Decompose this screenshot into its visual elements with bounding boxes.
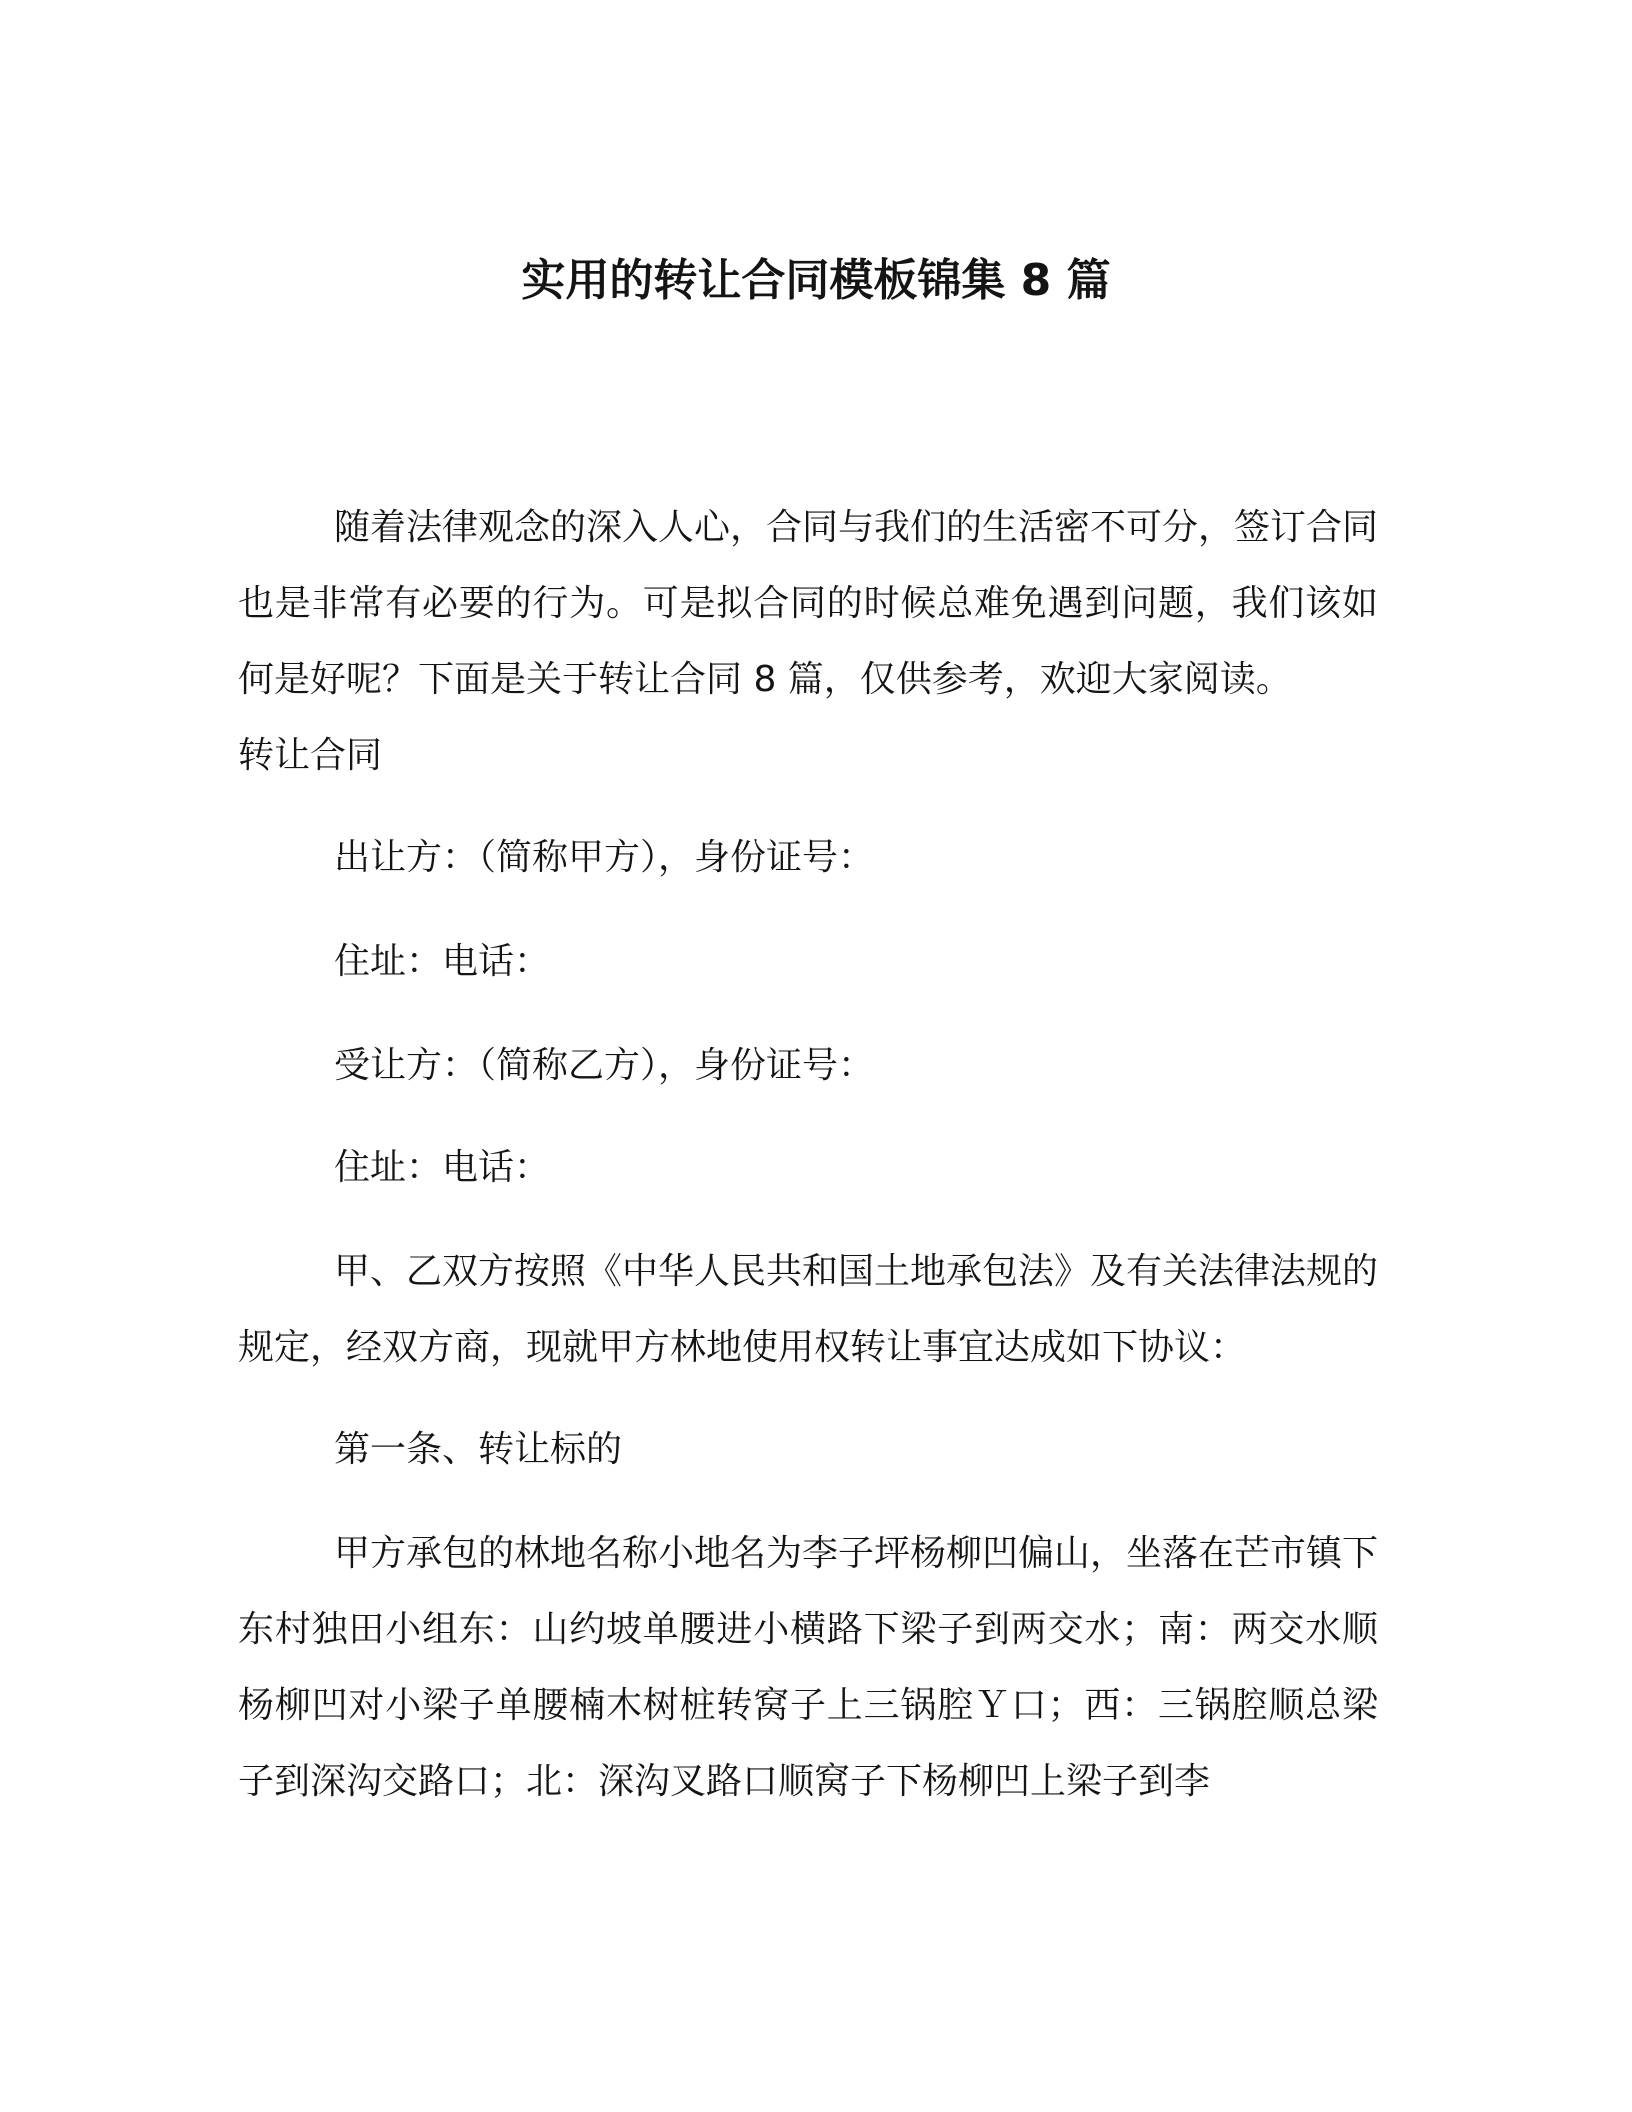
transferor-contact-line: 住址：电话：: [334, 941, 551, 982]
transferee-contact-line: 住址：电话：: [334, 1147, 551, 1188]
document-title: 实用的转让合同模板锦集 8 篇: [521, 255, 1111, 307]
transferee-line: 受让方：（简称乙方），身份证号：: [334, 1045, 875, 1086]
article-1-body: 甲方承包的林地名称小地名为李子坪杨柳凹偏山，坐落在芒市镇下东村独田小组东：山约坡单腰进小横路下梁子到两交水；南：两交水顺杨柳凹对小梁子单腰楠木树桩转窝子上三锅腔Ｙ口；西：三锅腔顺总梁子到深沟交路口；北：深沟叉路口顺窝子下杨柳凹上梁子到李: [238, 1533, 1379, 1802]
article-1-heading: 第一条、转让标的: [334, 1429, 623, 1470]
section-heading: 转让合同: [238, 735, 383, 776]
intro-paragraph: 随着法律观念的深入人心，合同与我们的生活密不可分，签订合同也是非常有必要的行为。可是拟合同的时候总难免遇到问题，我们该如何是好呢？下面是关于转让合同 8 篇，仅供参考，欢迎大家阅读。: [238, 507, 1379, 700]
transferor-line: 出让方：（简称甲方），身份证号：: [334, 837, 875, 878]
preamble-paragraph: 甲、乙双方按照《中华人民共和国土地承包法》及有关法律法规的规定，经双方商，现就甲方林地使用权转让事宜达成如下协议：: [238, 1251, 1379, 1368]
